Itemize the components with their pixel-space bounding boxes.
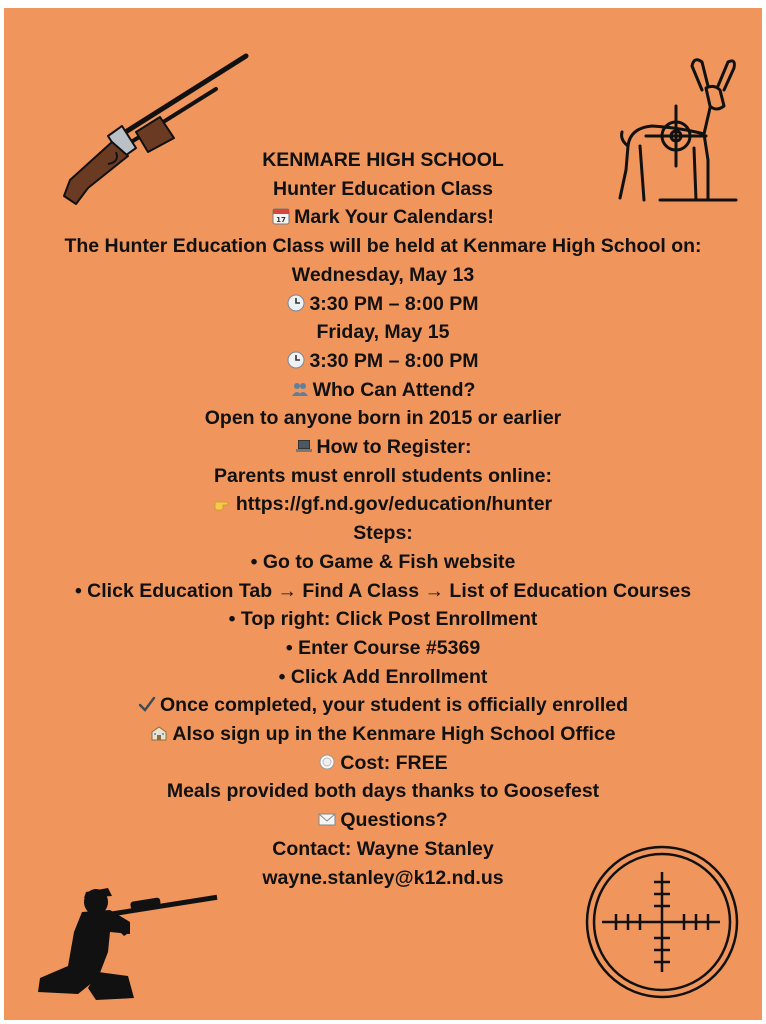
step-item: • Click Education Tab → Find A Class → List of Education Courses: [74, 579, 692, 602]
clock-icon: [287, 294, 305, 312]
contact-name: Contact: Wayne Stanley: [272, 837, 494, 860]
register-text: Parents must enroll students online:: [213, 464, 553, 487]
who-text: Open to anyone born in 2015 or earlier: [204, 407, 562, 430]
class-name: Hunter Education Class: [273, 177, 493, 200]
who-heading-line: Who Can Attend?: [4, 376, 762, 405]
svg-text:17: 17: [276, 216, 286, 225]
day2: Friday, May 15: [316, 321, 450, 344]
questions-line: Questions?: [4, 806, 762, 835]
step-item: • Click Add Enrollment: [278, 665, 488, 688]
hunter-silhouette-icon: [38, 882, 223, 1006]
step-item: • Top right: Click Post Enrollment: [228, 608, 538, 631]
meals-text: Meals provided both days thanks to Goosefest: [166, 780, 600, 803]
laptop-icon: [295, 437, 313, 455]
step-item: • Go to Game & Fish website: [250, 550, 516, 573]
time2-line: 3:30 PM – 8:00 PM: [4, 347, 762, 376]
pointing-hand-icon: [214, 494, 232, 512]
register-url[interactable]: https://gf.nd.gov/education/hunter: [235, 493, 553, 516]
school-building-icon: [150, 724, 168, 742]
day1: Wednesday, May 13: [291, 263, 475, 286]
completed-line: Once completed, your student is officially enrolled: [4, 691, 762, 720]
people-icon: [291, 380, 309, 398]
steps-heading: Steps:: [353, 522, 413, 545]
cost-line: Cost: FREE: [4, 749, 762, 778]
calendar-icon: [272, 207, 290, 225]
plate-icon: [318, 753, 336, 771]
envelope-icon: [318, 810, 336, 828]
register-heading-line: How to Register:: [4, 433, 762, 462]
step-item: • Enter Course #5369: [285, 636, 481, 659]
school-name: KENMARE HIGH SCHOOL: [262, 149, 504, 171]
register-url-line: [4, 490, 762, 519]
clock-icon: [287, 351, 305, 369]
contact-email[interactable]: wayne.stanley@k12.nd.us: [262, 866, 504, 889]
mark-calendars-line: 17 Mark Your Calendars!: [4, 203, 762, 232]
check-mark-icon: [138, 695, 156, 713]
flyer-poster: [4, 8, 762, 1020]
office-line: Also sign up in the Kenmare High School Office: [4, 720, 762, 749]
intro-text: The Hunter Education Class will be held at Kenmare High School on:: [64, 235, 702, 258]
flyer-text: [4, 146, 762, 892]
time1-line: 3:30 PM – 8:00 PM: [4, 290, 762, 319]
